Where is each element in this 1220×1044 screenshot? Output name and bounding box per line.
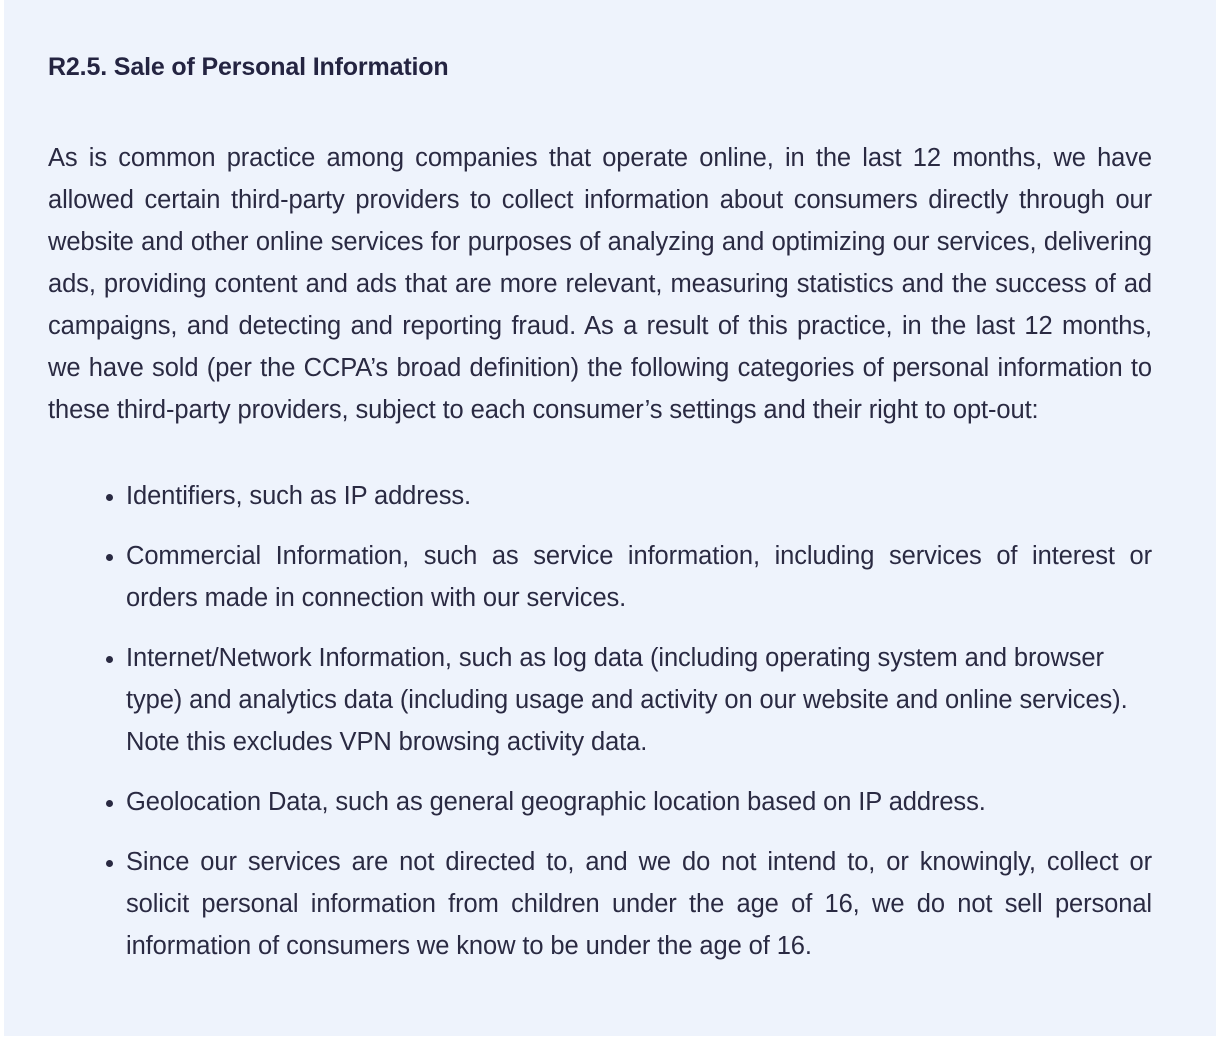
list-item [48,475,1152,517]
list-item-text: Since our services are not directed to, and we do not intend to, or knowingly, collect or solicit personal information from children under the age of 16, we do not sell personal information of consumers we know to be under the age of 16. [126,848,1152,960]
personal-information-categories-list [48,431,1152,967]
section-heading: R2.5. Sale of Personal Information [48,53,449,81]
list-item-text: Geolocation Data, such as general geographic location based on IP address. [126,788,986,816]
list-item [48,637,1152,763]
list-item [48,535,1152,619]
policy-page [4,0,1216,1036]
list-item [48,841,1152,967]
bullet-icon [106,800,113,807]
list-item-text: Identifiers, such as IP address. [126,482,472,510]
bullet-icon [106,656,113,663]
bullet-icon [106,494,113,501]
section-paragraph: As is common practice among companies that operate online, in the last 12 months, we have allowed certain third-party providers to collect information about consumers directly through our website and other online services for purposes of analyzing and optimizing our services, delivering ads, providing content and ads that are more relevant, measuring statistics and the success of ad campaigns, and detecting and reporting fraud. As a result of this practice, in the last 12 months, we have sold (per the CCPA’s broad definition) the following categories of personal information to these third-party providers, subject to each consumer’s settings and their right to opt-out: [48,144,1152,424]
clipped-previous-line [48,0,1152,4]
policy-content [48,0,1152,967]
list-item [48,781,1152,823]
list-item-text: Commercial Information, such as service information, including services of interest or orders made in connection with our services. [126,542,1152,612]
bullet-icon [106,554,113,561]
list-item-text: Internet/Network Information, such as log data (including operating system and browser type) and analytics data (including usage and activity on our website and online services). Note this excludes VPN browsing activity data. [126,644,1128,756]
bullet-icon [106,860,113,867]
